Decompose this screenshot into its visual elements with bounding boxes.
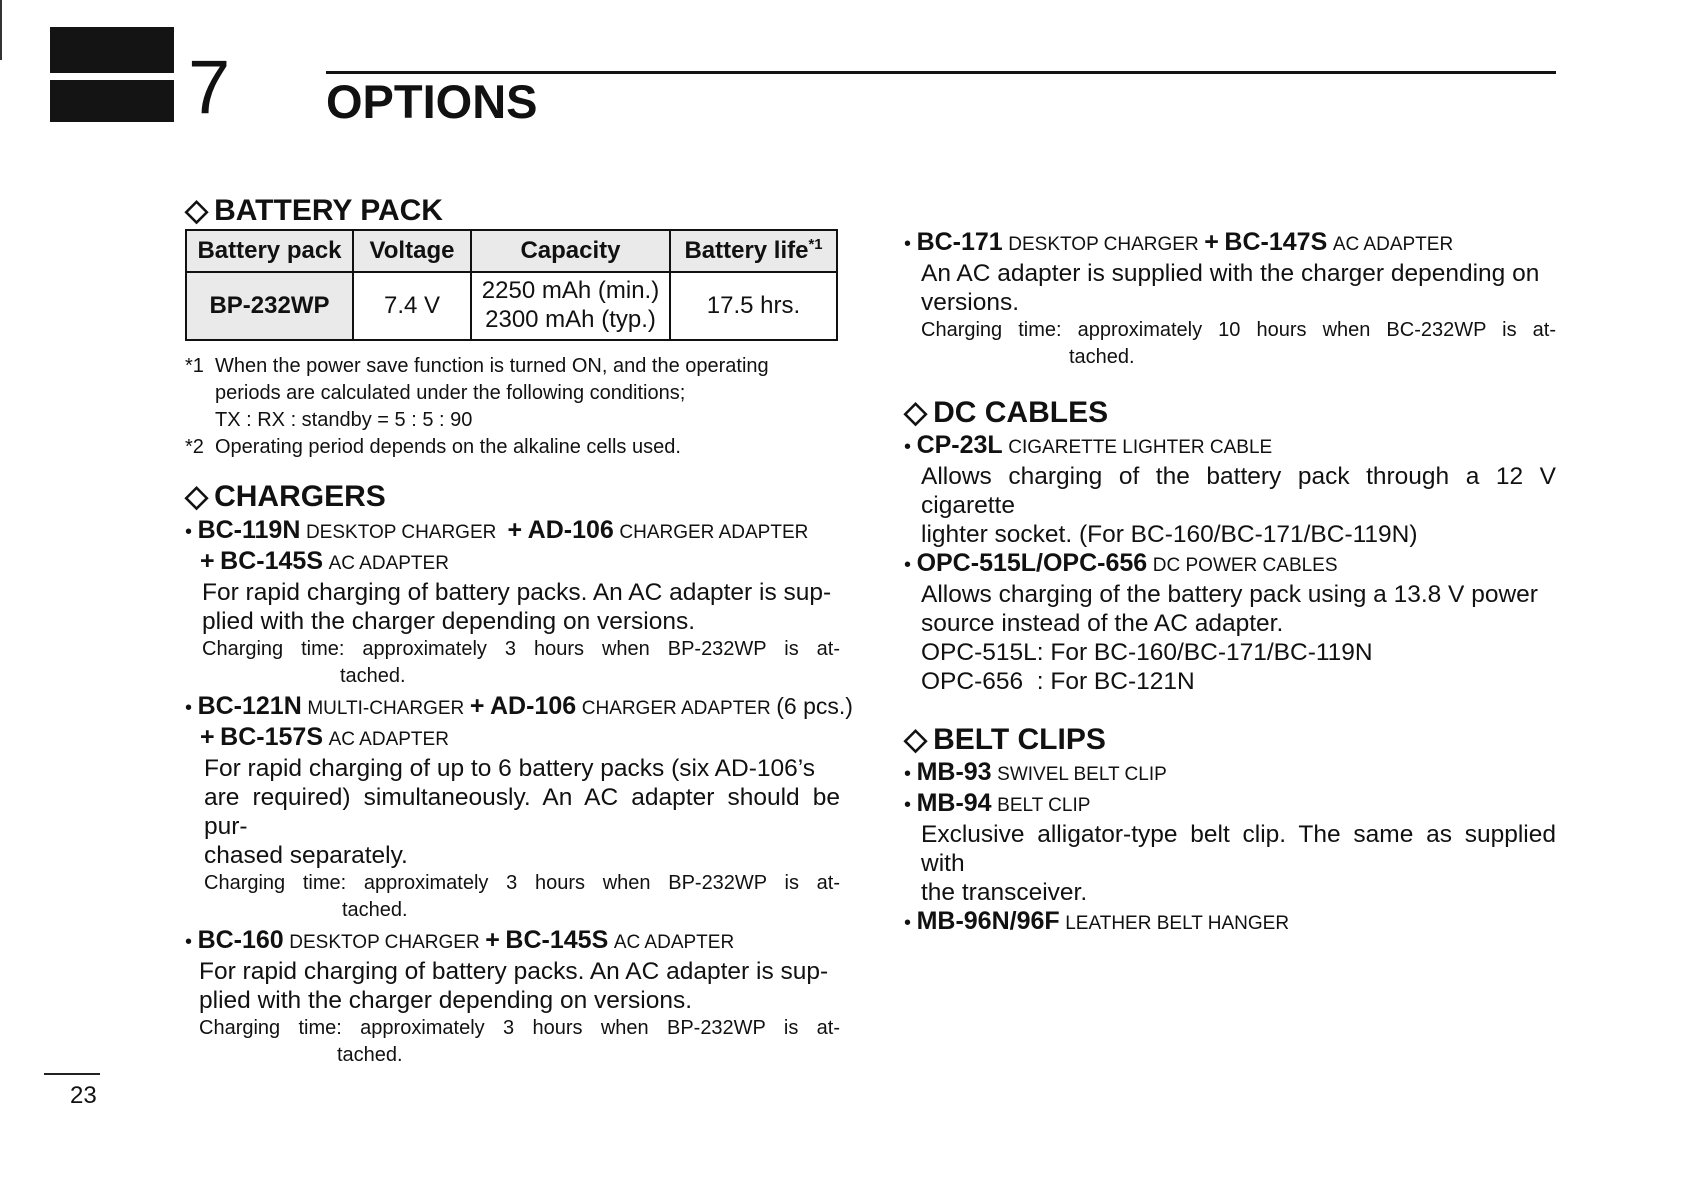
th-capacity: Capacity bbox=[471, 230, 670, 272]
list-item bbox=[904, 549, 1556, 696]
chapter-number: 7 bbox=[188, 45, 231, 130]
charging-time: Charging time: approximately 3 hours when BP-232WP is at- bbox=[202, 638, 840, 660]
model-name: BC-119N bbox=[197, 516, 301, 544]
list-item bbox=[185, 692, 853, 924]
battery-pack-heading: ◇ BATTERY PACK bbox=[185, 194, 443, 227]
model-description: SWIVEL BELT CLIP bbox=[997, 764, 1167, 785]
model-name: AD-106 bbox=[490, 692, 577, 720]
battery-table bbox=[185, 229, 838, 341]
page-number-rule bbox=[44, 1073, 100, 1075]
footnote-ref: *1 bbox=[808, 237, 823, 253]
body-line: For rapid charging of up to 6 battery packs (six AD-106’s bbox=[204, 755, 815, 782]
model-name: OPC-515L/OPC-656 bbox=[916, 549, 1148, 577]
item-body bbox=[185, 957, 840, 1069]
model-description: DC POWER CABLES bbox=[1152, 555, 1338, 576]
th-voltage: Voltage bbox=[353, 230, 471, 272]
scan-edge-line bbox=[0, 0, 2, 60]
model-description: DESKTOP CHARGER bbox=[1008, 234, 1199, 255]
right-column bbox=[904, 228, 1556, 938]
model-description: BELT CLIP bbox=[997, 795, 1091, 816]
model-description: MULTI-CHARGER bbox=[307, 698, 465, 719]
item-title: • OPC-515L/OPC-656 DC POWER CABLES bbox=[904, 549, 1338, 577]
model-description: CHARGER ADAPTER bbox=[581, 698, 771, 719]
item-title: • BC-121N MULTI-CHARGER + AD-106 CHARGER ADAPTER (6 pcs.) bbox=[185, 692, 853, 720]
footnote-1-line3: TX : RX : standby = 5 : 5 : 90 bbox=[215, 409, 473, 431]
body-line: OPC-515L: For BC-160/BC-171/BC-119N bbox=[921, 639, 1373, 666]
model-name: MB-96N/96F bbox=[916, 907, 1060, 935]
item-title: • BC-160 DESKTOP CHARGER + BC-145S AC ADAPTER bbox=[185, 926, 735, 954]
body-line: source instead of the AC adapter. bbox=[921, 610, 1284, 637]
diamond-icon: ◇ bbox=[185, 194, 209, 227]
body-line: the transceiver. bbox=[921, 879, 1088, 906]
list-item bbox=[185, 516, 840, 690]
item-body bbox=[904, 462, 1556, 549]
list-item bbox=[185, 926, 840, 1069]
model-name: BC-147S bbox=[1224, 228, 1328, 256]
model-name: BC-145S bbox=[505, 926, 609, 954]
footnote-2: *2 Operating period depends on the alkaline cells used. bbox=[185, 436, 681, 458]
body-line: versions. bbox=[921, 289, 1020, 316]
model-description: CHARGER ADAPTER bbox=[619, 522, 809, 543]
item-body bbox=[904, 259, 1556, 371]
th-battery-life: Battery life$^{*1}$ bbox=[670, 230, 837, 272]
body-line: For rapid charging of battery packs. An AC adapter is sup- bbox=[202, 579, 832, 606]
table-header-row bbox=[186, 230, 837, 272]
item-title: • MB-94 BELT CLIP bbox=[904, 789, 1091, 817]
item-title: • MB-96N/96F LEATHER BELT HANGER bbox=[904, 907, 1290, 935]
model-description: AC ADAPTER bbox=[328, 553, 449, 574]
capacity-min: 2250 mAh (min.) bbox=[481, 277, 660, 305]
header-rule bbox=[326, 71, 1556, 74]
list-item bbox=[904, 789, 1556, 907]
model-description: AC ADAPTER bbox=[1332, 234, 1454, 255]
body-line: OPC-656 : For BC-121N bbox=[921, 668, 1195, 695]
model-name: MB-94 bbox=[916, 789, 992, 817]
body-line: lighter socket. (For BC-160/BC-171/BC-119N) bbox=[921, 521, 1418, 548]
model-description: (6 pcs.) bbox=[776, 693, 853, 719]
item-title: • MB-93 SWIVEL BELT CLIP bbox=[904, 758, 1167, 786]
charging-time-cont: tached. bbox=[342, 899, 408, 921]
item-body bbox=[904, 580, 1556, 696]
model-description: AC ADAPTER bbox=[613, 932, 735, 953]
item-title-line2: + BC-157S AC ADAPTER bbox=[200, 723, 449, 751]
footnotes bbox=[185, 353, 840, 461]
model-name: BC-145S bbox=[220, 547, 323, 575]
model-description: CIGARETTE LIGHTER CABLE bbox=[1008, 437, 1273, 458]
item-title-line2: + BC-145S AC ADAPTER bbox=[200, 547, 449, 575]
belt-clips-heading: ◇ BELT CLIPS bbox=[904, 723, 1106, 756]
chapter-title: OPTIONS bbox=[326, 75, 538, 128]
model-description: AC ADAPTER bbox=[328, 729, 449, 750]
charging-time-cont: tached. bbox=[340, 665, 406, 687]
footnote-1: *1 When the power save function is turned ON, and the operating bbox=[185, 355, 769, 377]
body-line: plied with the charger depending on versions. bbox=[202, 608, 696, 635]
charging-time: Charging time: approximately 10 hours when BC-232WP is at- bbox=[921, 319, 1556, 341]
diamond-icon: ◇ bbox=[904, 723, 928, 756]
model-name: BC-160 bbox=[197, 926, 284, 954]
cell-pack: BP-232WP bbox=[186, 272, 353, 340]
list-item bbox=[904, 431, 1556, 549]
capacity-typ: 2300 mAh (typ.) bbox=[485, 306, 656, 333]
diamond-icon: ◇ bbox=[185, 480, 209, 513]
chapter-tab-block-bottom bbox=[50, 80, 174, 122]
body-line: plied with the charger depending on versions. bbox=[199, 987, 693, 1014]
charging-time: Charging time: approximately 3 hours when BP-232WP is at- bbox=[204, 872, 840, 894]
body-line: chased separately. bbox=[204, 842, 408, 869]
model-description: DESKTOP CHARGER bbox=[289, 932, 480, 953]
model-name: BC-157S bbox=[220, 723, 323, 751]
item-body bbox=[185, 754, 840, 924]
model-description: LEATHER BELT HANGER bbox=[1065, 913, 1290, 934]
page-number: 23 bbox=[70, 1082, 97, 1109]
item-title: • BC-119N DESKTOP CHARGER + AD-106 CHARGER ADAPTER bbox=[185, 516, 809, 544]
left-column bbox=[185, 194, 853, 1069]
charging-time: Charging time: approximately 3 hours when BP-232WP is at- bbox=[199, 1017, 840, 1039]
model-name: BC-171 bbox=[916, 228, 1003, 256]
item-title: • BC-171 DESKTOP CHARGER + BC-147S AC ADAPTER bbox=[904, 228, 1454, 256]
body-line: For rapid charging of battery packs. An AC adapter is sup- bbox=[199, 958, 829, 985]
model-name: AD-106 bbox=[527, 516, 614, 544]
dc-cables-heading: ◇ DC CABLES bbox=[904, 396, 1109, 429]
chargers-heading: ◇ CHARGERS bbox=[185, 480, 386, 513]
diamond-icon: ◇ bbox=[904, 396, 928, 429]
item-body bbox=[904, 820, 1556, 907]
body-line: are required) simultaneously. An AC adapter should be pur- bbox=[204, 784, 840, 840]
list-item bbox=[904, 907, 1556, 938]
body-line: An AC adapter is supplied with the charger depending on bbox=[921, 260, 1540, 287]
th-battery-pack: Battery pack bbox=[186, 230, 353, 272]
model-name: MB-93 bbox=[916, 758, 992, 786]
charging-time-cont: tached. bbox=[1069, 346, 1135, 368]
model-description: DESKTOP CHARGER bbox=[305, 522, 497, 543]
model-name: BC-121N bbox=[197, 692, 302, 720]
list-item bbox=[904, 758, 1556, 789]
chapter-tab-block-top bbox=[50, 27, 174, 73]
footnote-1-line2: periods are calculated under the following conditions; bbox=[215, 382, 686, 404]
item-title: • CP-23L CIGARETTE LIGHTER CABLE bbox=[904, 431, 1273, 459]
body-line: Exclusive alligator-type belt clip. The same as supplied with bbox=[921, 821, 1556, 877]
cell-life: 17.5 hrs. bbox=[670, 272, 837, 340]
list-item bbox=[904, 228, 1556, 371]
item-body bbox=[185, 578, 840, 690]
table-row bbox=[186, 272, 837, 340]
model-name: CP-23L bbox=[916, 431, 1003, 459]
charging-time-cont: tached. bbox=[337, 1044, 403, 1066]
body-line: Allows charging of the battery pack through a 12 V cigarette bbox=[921, 463, 1556, 519]
cell-voltage: 7.4 V bbox=[353, 272, 471, 340]
cell-capacity bbox=[471, 272, 670, 340]
body-line: Allows charging of the battery pack using a 13.8 V power bbox=[921, 581, 1538, 608]
